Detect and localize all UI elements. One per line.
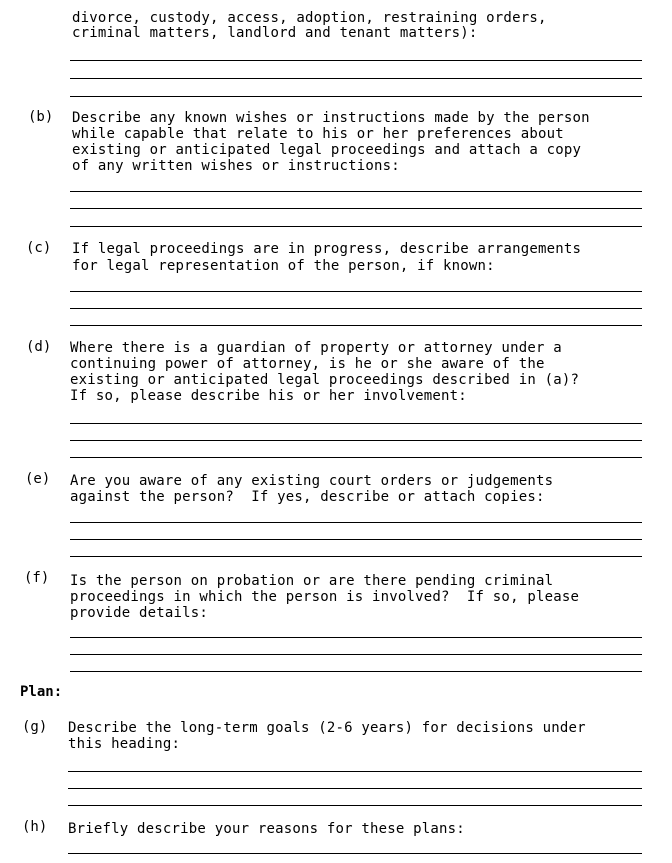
item-label-h: (h) (22, 819, 48, 835)
answer-line[interactable] (70, 325, 642, 326)
answer-line[interactable] (70, 291, 642, 292)
item-g-line-1: Describe the long-term goals (2-6 years) for decisions under (68, 720, 586, 736)
item-f-line-2: proceedings in which the person is involved? If so, please (70, 589, 580, 605)
answer-line[interactable] (68, 771, 642, 772)
answer-line[interactable] (70, 556, 642, 557)
item-label-e: (e) (25, 471, 51, 487)
item-label-c: (c) (26, 240, 52, 256)
answer-line[interactable] (70, 423, 642, 424)
item-b-line-3: existing or anticipated legal proceedings and attach a copy (72, 142, 582, 158)
item-c-line-1: If legal proceedings are in progress, describe arrangements (72, 241, 582, 257)
item-c-line-2: for legal representation of the person, if known: (72, 258, 495, 274)
answer-line[interactable] (70, 440, 642, 441)
item-d-line-3: existing or anticipated legal proceedings described in (a)? (70, 372, 580, 388)
answer-line[interactable] (70, 208, 642, 209)
item-f-line-3: provide details: (70, 605, 209, 621)
item-label-g: (g) (22, 719, 48, 735)
answer-line[interactable] (68, 805, 642, 806)
answer-line[interactable] (70, 226, 642, 227)
intro-line-2: criminal matters, landlord and tenant matters): (72, 25, 478, 41)
answer-line[interactable] (70, 654, 642, 655)
answer-line[interactable] (70, 637, 642, 638)
item-g-line-2: this heading: (68, 736, 181, 752)
plan-heading: Plan: (20, 684, 63, 700)
answer-line[interactable] (68, 788, 642, 789)
item-e-line-1: Are you aware of any existing court orders or judgements (70, 473, 554, 489)
item-b-line-4: of any written wishes or instructions: (72, 158, 400, 174)
answer-line[interactable] (70, 78, 642, 79)
answer-line[interactable] (70, 308, 642, 309)
answer-line[interactable] (68, 853, 642, 854)
item-label-d: (d) (26, 339, 52, 355)
item-d-line-4: If so, please describe his or her involvement: (70, 388, 467, 404)
item-label-f: (f) (24, 570, 50, 586)
item-h-line-1: Briefly describe your reasons for these plans: (68, 821, 465, 837)
answer-line[interactable] (70, 522, 642, 523)
answer-line[interactable] (70, 539, 642, 540)
item-d-line-2: continuing power of attorney, is he or she aware of the (70, 356, 545, 372)
intro-line-1: divorce, custody, access, adoption, restraining orders, (72, 10, 547, 26)
item-b-line-2: while capable that relate to his or her preferences about (72, 126, 564, 142)
item-d-line-1: Where there is a guardian of property or attorney under a (70, 340, 562, 356)
item-f-line-1: Is the person on probation or are there pending criminal (70, 573, 554, 589)
answer-line[interactable] (70, 671, 642, 672)
answer-line[interactable] (70, 457, 642, 458)
item-e-line-2: against the person? If yes, describe or attach copies: (70, 489, 545, 505)
answer-line[interactable] (70, 60, 642, 61)
answer-line[interactable] (70, 96, 642, 97)
item-label-b: (b) (28, 109, 54, 125)
answer-line[interactable] (70, 191, 642, 192)
item-b-line-1: Describe any known wishes or instructions made by the person (72, 110, 590, 126)
